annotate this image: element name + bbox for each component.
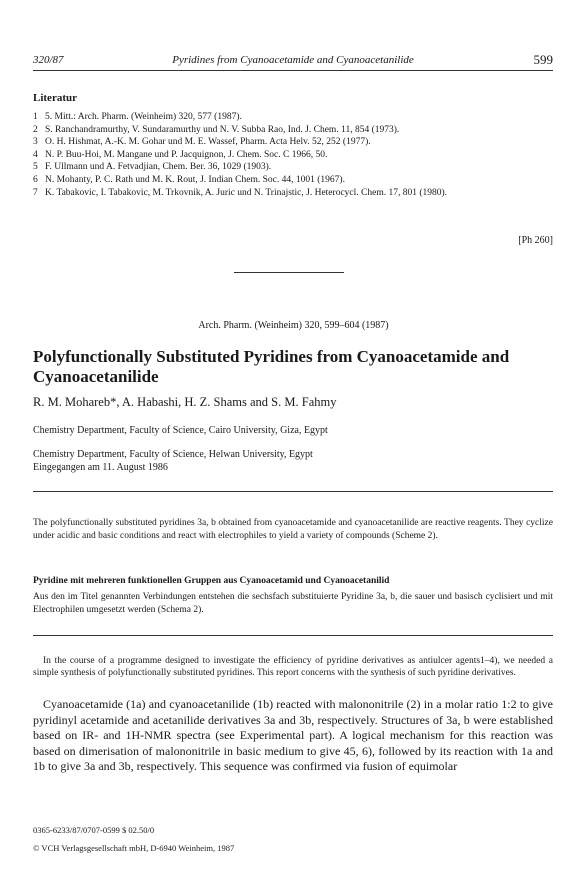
affiliation-helwan: Chemistry Department, Faculty of Science, Helwan University, Egypt: [33, 449, 313, 460]
reference-number: 6: [33, 174, 38, 185]
page-number: 599: [533, 52, 553, 67]
abstract-bottom-rule: [33, 635, 553, 636]
section-divider: [234, 272, 344, 273]
reference-number: 4: [33, 149, 38, 160]
manuscript-code: [Ph 260]: [518, 235, 553, 246]
abstract-english: The polyfunctionally substituted pyridines 3a, b obtained from cyanoacetamide and cyanoacetanilide are reactive reagents. They cyclize under acidic and basic conditions and react with electrophiles to yield a variety of compounds (Scheme 2).: [33, 518, 553, 541]
intro-paragraph: In the course of a programme designed to investigate the efficiency of pyridine derivatives as antiulcer agents1–4), we needed a simple synthesis of polyfunctionally substituted pyridines. This report concerns with the synthesis of such pyridine derivatives.: [33, 656, 553, 679]
reference-text: O. H. Hishmat, A.-K. M. Gohar und M. E. Wassef, Pharm. Acta Helv. 52, 252 (1977).: [45, 137, 371, 148]
article-title: Polyfunctionally Substituted Pyridines from Cyanoacetamide and Cyanoacetanilide: [33, 347, 510, 386]
affiliation-block: [33, 448, 313, 474]
running-title: Pyridines from Cyanoacetamide and Cyanoacetanilide: [172, 54, 414, 66]
reference-text: K. Tabakovic, I. Tabakovic, M. Trkovnik, A. Juric und N. Trinajstic, J. Heterocycl. Chem. 17, 801 (1980).: [45, 187, 448, 198]
issn-code: 0365-6233/87/0707-0599 $ 02.50/0: [33, 825, 155, 835]
reference-item: [33, 111, 553, 124]
reference-item: [33, 174, 553, 187]
reference-text: F. Ullmann und A. Fetvadjian, Chem. Ber. 36, 1029 (1903).: [45, 162, 272, 173]
reference-number: 1: [33, 112, 38, 122]
body-paragraph: Cyanoacetamide (1a) and cyanoacetanilide (1b) reacted with malononitrile (2) in a molar ratio 1:2 to give pyridinyl acetamide and acetanilide derivatives 3a and 3b, respectively. Structures of 3a, b were established based on IR- and 1H-NMR spectra (see Experimental part). A logical mechanism for this reaction was based on dimerisation of malononitrile in basic medium to give 45, 6), followed by its reaction with 1a and 1b to give 3a and 3b, respectively. This sequence was confirmed via fusion of equimolar: [33, 697, 553, 774]
reference-text: 5. Mitt.: Arch. Pharm. (Weinheim) 320, 577 (1987).: [45, 112, 242, 122]
reference-number: 5: [33, 162, 38, 173]
abstract-top-rule: [33, 491, 553, 492]
reference-number: 2: [33, 124, 38, 135]
reference-item: [33, 161, 553, 174]
reference-text: N. P. Buu-Hoi, M. Mangane und P. Jacquignon, J. Chem. Soc. C 1966, 50.: [45, 149, 328, 160]
reference-item: [33, 136, 553, 149]
volume-issue: 320/87: [33, 54, 64, 66]
reference-number: 7: [33, 187, 38, 198]
reference-number: 3: [33, 137, 38, 148]
reference-text: S. Ranchandramurthy, V. Sundaramurthy und N. V. Subba Rao, Ind. J. Chem. 11, 854 (1973).: [45, 124, 400, 135]
reference-list: [33, 111, 553, 199]
reference-text: N. Mohanty, P. C. Rath und M. K. Rout, J. Indian Chem. Soc. 44, 1001 (1967).: [45, 174, 345, 185]
author-list: R. M. Mohareb*, A. Habashi, H. Z. Shams and S. M. Fahmy: [33, 395, 337, 409]
reference-item: [33, 124, 553, 137]
affiliation-cairo: Chemistry Department, Faculty of Science, Cairo University, Giza, Egypt: [33, 425, 328, 436]
running-head: [33, 54, 553, 71]
abstract-german: Aus den im Titel genannten Verbindungen entstehen die sechsfach substituierte Pyridine 3a, b, die sauer und basisch cyclisiert und mit Electrophilen umgesetzt werden (Schema 2).: [33, 592, 553, 615]
article-citation: Arch. Pharm. (Weinheim) 320, 599–604 (1987): [198, 320, 389, 331]
literature-heading: Literatur: [33, 92, 77, 104]
german-title: Pyridine mit mehreren funktionellen Gruppen aus Cyanoacetamid und Cyanoacetanilid: [33, 576, 390, 586]
received-date: Eingegangen am 11. August 1986: [33, 462, 168, 473]
reference-item: [33, 187, 553, 200]
reference-item: [33, 149, 553, 162]
copyright-notice: © VCH Verlagsgesellschaft mbH, D-6940 Weinheim, 1987: [33, 843, 235, 853]
